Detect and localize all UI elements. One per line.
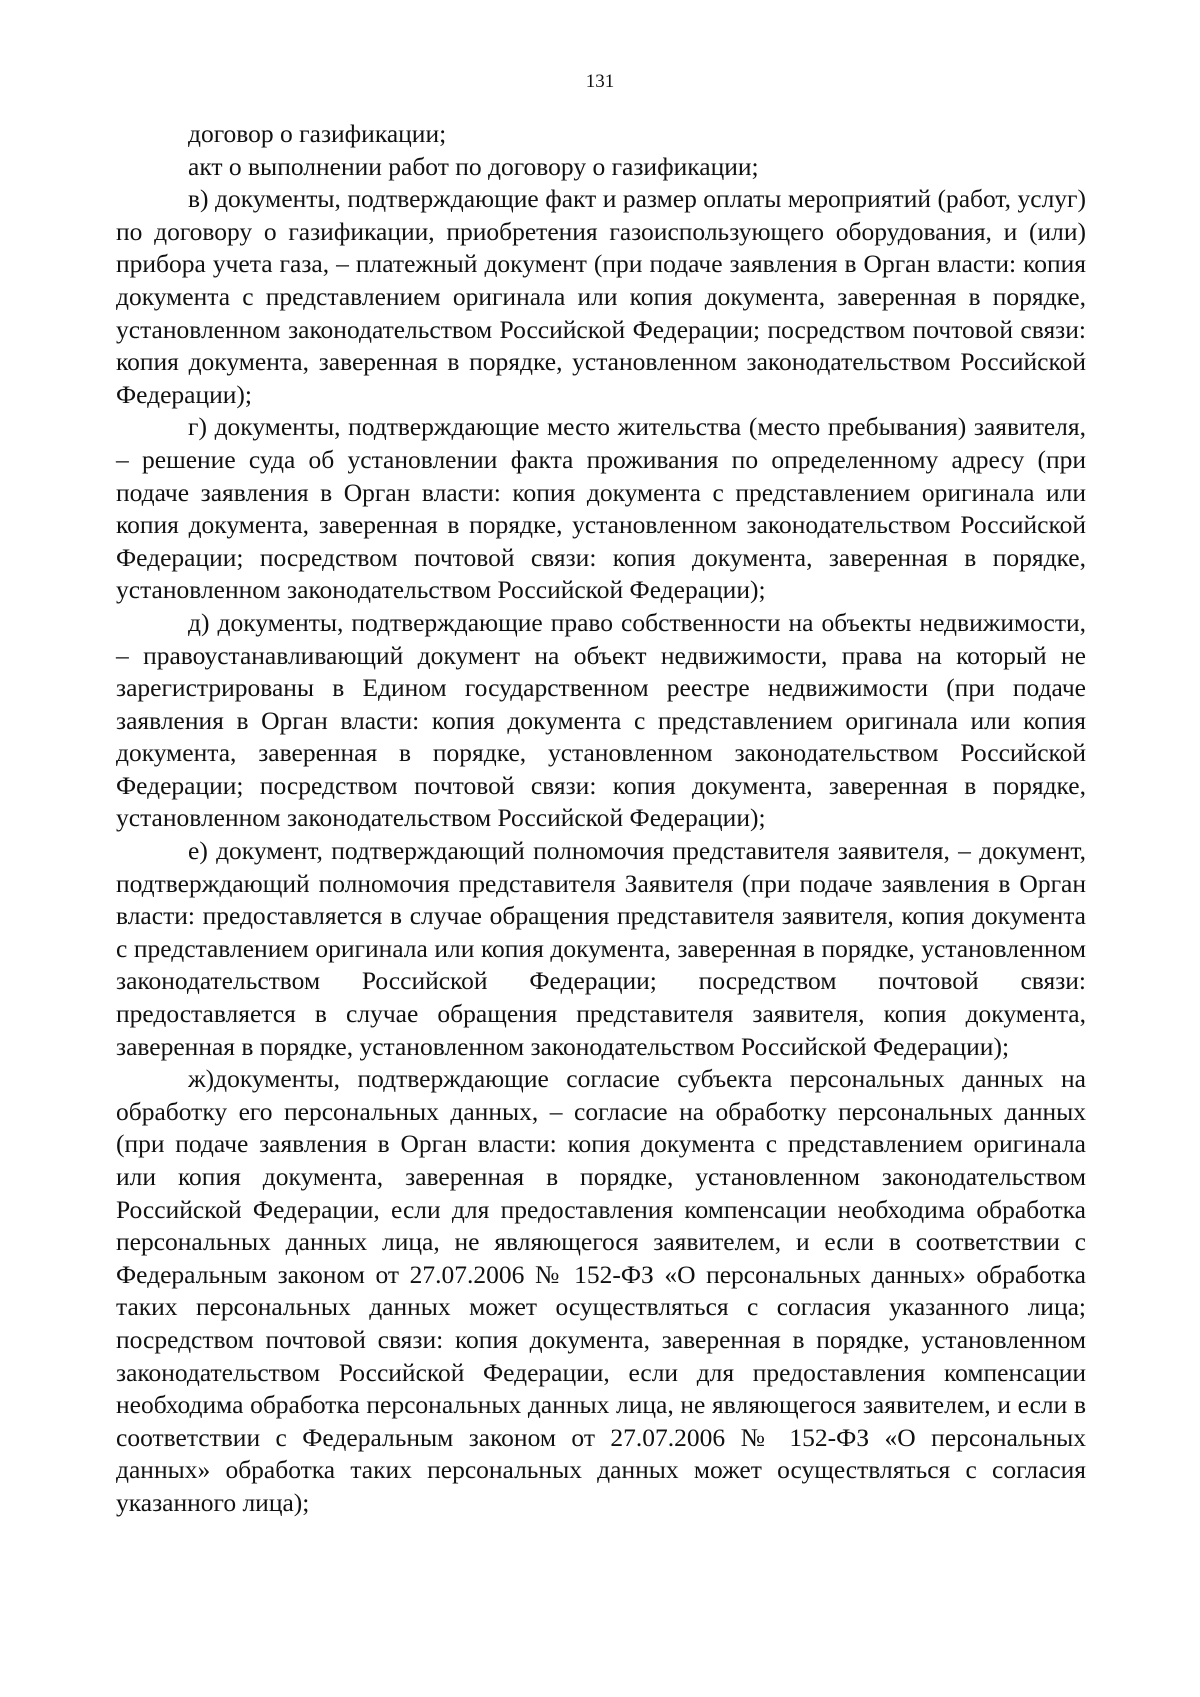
paragraph-item-e-representative-authority: е) документ, подтверждающий полномочия представителя заявителя, – документ, подтверждающий полномочия представителя Заявителя (при подаче заявления в Орган власти: предоставляется в случае обращения представителя заявителя, копия документа с представлением оригинала или копия документа, заверенная в порядке, установленном законодательством Российской Федерации; посредством почтовой связи: предоставляется в случае обращения представителя заявителя, копия документа, заверенная в порядке, установленном законодательством Российской Федерации); bbox=[116, 836, 1086, 1061]
paragraph-item-v-payment-documents: в) документы, подтверждающие факт и размер оплаты мероприятий (работ, услуг) по договору о газификации, приобретения газоиспользующего оборудования, и (или) прибора учета газа, – платежный документ (при подаче заявления в Орган власти: копия документа с представлением оригинала или копия документа, заверенная в порядке, установленном законодательством Российской Федерации; посредством почтовой связи: копия документа, заверенная в порядке, установленном законодательством Российской Федерации); bbox=[116, 184, 1086, 409]
paragraph-item-d-ownership-documents: д) документы, подтверждающие право собственности на объекты недвижимости, – правоустанавливающий документ на объект недвижимости, права на который не зарегистрированы в Едином государственном реестре недвижимости (при подаче заявления в Орган власти: копия документа с представлением оригинала или копия документа, заверенная в порядке, установленном законодательством Российской Федерации; посредством почтовой связи: копия документа, заверенная в порядке, установленном законодательством Российской Федерации); bbox=[116, 607, 1086, 833]
paragraph-item-zh-personal-data-consent: ж)документы, подтверждающие согласие субъекта персональных данных на обработку его персональных данных, – согласие на обработку персональных данных (при подаче заявления в Орган власти: копия документа с представлением оригинала или копия документа, заверенная в порядке, установленном законодательством Российской Федерации, если для предоставления компенсации необходима обработка персональных данных лица, не являющегося заявителем, и если в соответствии с Федеральным законом от 27.07.2006 № 152-ФЗ «О персональных данных» обработка таких персональных данных может осуществляться с согласия указанного лица; посредством почтовой связи: копия документа, заверенная в порядке, установленном законодательством Российской Федерации, если для предоставления компенсации необходима обработка персональных данных лица, не являющегося заявителем, и если в соответствии с Федеральным законом от 27.07.2006 № 152-ФЗ «О персональных данных» обработка таких персональных данных может осуществляться с согласия указанного лица); bbox=[116, 1064, 1086, 1517]
page-number: 131 bbox=[585, 71, 615, 92]
paragraph-work-completion-act: акт о выполнении работ по договору о газификации; bbox=[188, 151, 759, 181]
paragraph-gasification-contract: договор о газификации; bbox=[188, 119, 447, 148]
document-body bbox=[116, 118, 1086, 1520]
paragraph-item-g-residence-documents: г) документы, подтверждающие место жительства (место пребывания) заявителя, – решение суда об установлении факта проживания по определенному адресу (при подаче заявления в Орган власти: копия документа с представлением оригинала или копия документа, заверенная в порядке, установленном законодательством Российской Федерации; посредством почтовой связи: копия документа, заверенная в порядке, установленном законодательством Российской Федерации); bbox=[116, 412, 1086, 605]
